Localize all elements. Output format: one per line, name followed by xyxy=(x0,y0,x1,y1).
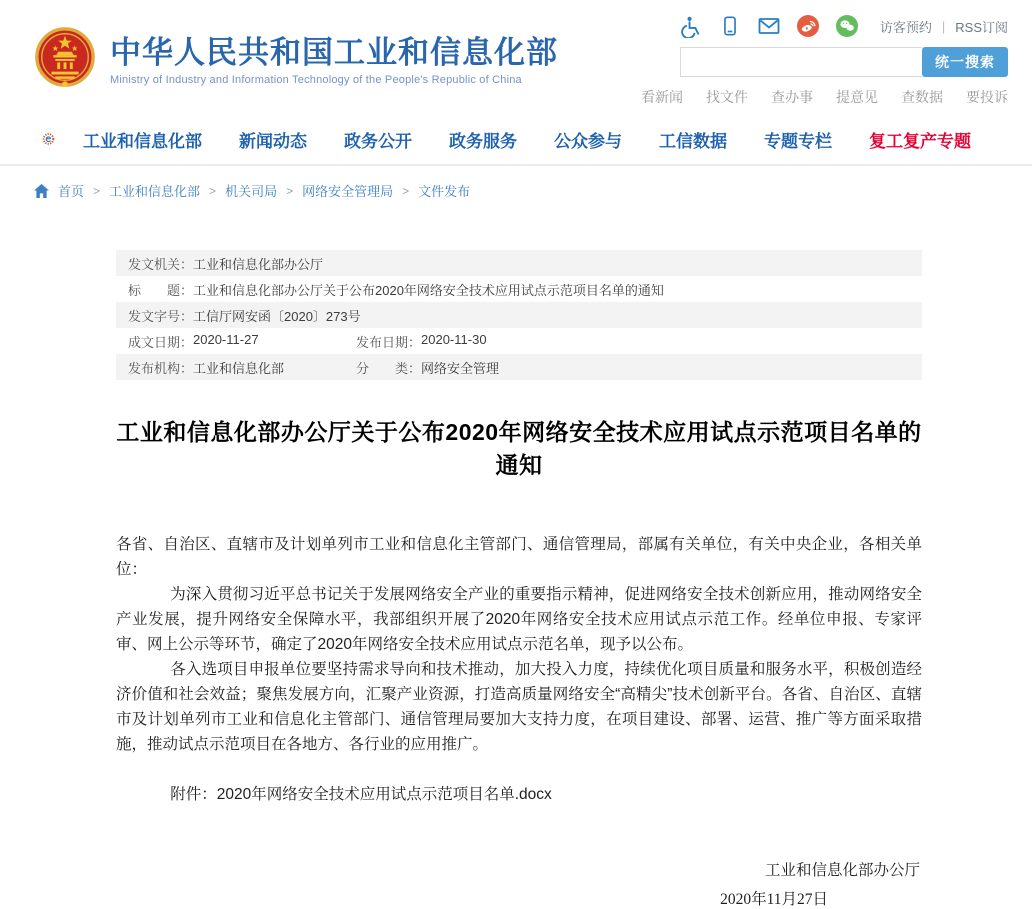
unified-search-button[interactable]: 统一搜索 xyxy=(922,47,1008,77)
wechat-icon[interactable] xyxy=(835,14,859,38)
nav-item-news[interactable]: 新闻动态 xyxy=(239,131,307,151)
meta-value: 2020-11-27 xyxy=(193,331,259,347)
mobile-icon[interactable] xyxy=(718,14,742,38)
meta-row-dates xyxy=(116,328,922,354)
site-title: 中华人民共和国工业和信息化部 xyxy=(110,35,558,70)
quick-link-data[interactable]: 查数据 xyxy=(901,89,943,105)
document-body xyxy=(116,532,922,757)
quick-link-suggestions[interactable]: 提意见 xyxy=(836,89,878,105)
signature-org: 工业和信息化部办公厅 xyxy=(764,862,920,879)
mail-icon[interactable] xyxy=(757,14,781,38)
meta-label: 成文日期： xyxy=(128,334,194,350)
document-meta-table xyxy=(116,250,922,380)
breadcrumb-separator: > xyxy=(286,183,294,198)
breadcrumb-separator: > xyxy=(209,183,217,198)
quick-link-files[interactable]: 找文件 xyxy=(706,89,748,105)
nav-gear-logo-icon xyxy=(42,125,55,153)
meta-value: 工业和信息化部办公厅 xyxy=(193,256,324,272)
site-header xyxy=(0,0,1032,114)
topbar xyxy=(679,14,1008,38)
meta-label: 发文机关： xyxy=(128,256,194,272)
document-title: 工业和信息化部办公厅关于公布2020年网络安全技术应用试点示范项目名单的通知 xyxy=(116,419,922,478)
nav-item-gov-services[interactable]: 政务服务 xyxy=(449,131,517,151)
weibo-icon[interactable] xyxy=(796,14,820,38)
breadcrumb xyxy=(0,166,1032,212)
meta-value: 工信厅网安函〔2020〕273号 xyxy=(193,308,361,324)
nav-item-data[interactable]: 工信数据 xyxy=(659,131,727,151)
rss-link[interactable]: RSS订阅 xyxy=(955,19,1008,35)
quick-link-services[interactable]: 查办事 xyxy=(771,89,813,105)
site-subtitle: Ministry of Industry and Information Technology of the People's Republic of China xyxy=(110,74,522,86)
breadcrumb-home[interactable]: 首页 xyxy=(58,184,85,199)
nav-item-work-resumption[interactable]: 复工复产专题 xyxy=(869,131,971,151)
breadcrumb-separator: > xyxy=(402,183,410,198)
home-icon[interactable] xyxy=(34,184,49,198)
quick-link-complaints[interactable]: 要投诉 xyxy=(966,89,1008,105)
meta-value: 工业和信息化部办公厅关于公布2020年网络安全技术应用试点示范项目名单的通知 xyxy=(193,282,664,298)
meta-value: 网络安全管理 xyxy=(421,360,500,376)
topbar-separator: | xyxy=(941,18,946,34)
document-signature xyxy=(116,858,922,909)
accessibility-icon[interactable] xyxy=(679,14,703,38)
meta-label: 分 类： xyxy=(356,360,422,376)
search-input[interactable] xyxy=(680,47,922,77)
quick-links xyxy=(641,87,1008,107)
meta-label: 发文字号： xyxy=(128,308,194,324)
site-logo[interactable] xyxy=(34,26,558,90)
document-area xyxy=(116,250,922,909)
meta-row-issuing-authority xyxy=(116,250,922,276)
main-nav xyxy=(0,114,1032,166)
meta-value: 2020-11-30 xyxy=(421,331,487,347)
meta-label: 发布日期： xyxy=(356,334,422,350)
breadcrumb-departments[interactable]: 机关司局 xyxy=(225,184,278,199)
meta-row-document-number xyxy=(116,302,922,328)
meta-label: 标 题： xyxy=(128,282,194,298)
signature-date: 2020年11月27日 xyxy=(720,891,828,908)
meta-value: 工业和信息化部 xyxy=(193,360,285,376)
quick-link-news[interactable]: 看新闻 xyxy=(641,89,683,105)
visitor-appointment-link[interactable]: 访客预约 xyxy=(879,19,932,35)
breadcrumb-separator: > xyxy=(93,183,101,198)
paragraph-background: 为深入贯彻习近平总书记关于发展网络安全产业的重要指示精神，促进网络安全技术创新应用，推动网络安全产业发展，提升网络安全保障水平，我部组织开展了2020年网络安全技术应用试点示范工作。经单位申报、专家评审、网上公示等环节，确定了2020年网络安全技术应用试点示范名单，现予以公布。 xyxy=(116,586,922,653)
attachment-link[interactable]: 附件：2020年网络安全技术应用试点示范项目名单.docx xyxy=(170,786,552,803)
breadcrumb-cybersecurity-bureau[interactable]: 网络安全管理局 xyxy=(302,184,394,199)
nav-item-gov-affairs[interactable]: 政务公开 xyxy=(344,131,412,151)
meta-row-publisher-category xyxy=(116,354,922,380)
meta-row-title xyxy=(116,276,922,302)
nav-item-public-participation[interactable]: 公众参与 xyxy=(554,131,622,151)
breadcrumb-miit[interactable]: 工业和信息化部 xyxy=(109,184,201,199)
meta-label: 发布机构： xyxy=(128,360,194,376)
paragraph-requirements: 各入选项目申报单位要坚持需求导向和技术推动，加大投入力度，持续优化项目质量和服务水平，积极创造经济价值和社会效益；聚焦发展方向，汇聚产业资源，打造高质量网络安全“高精尖”技术创新平台。各省、自治区、直辖市及计划单列市工业和信息化主管部门、通信管理局要加大支持力度，在项目建设、部署、运营、推广等方面采取措施，推动试点示范项目在各地方、各行业的应用推广。 xyxy=(116,661,922,753)
paragraph-salutation: 各省、自治区、直辖市及计划单列市工业和信息化主管部门、通信管理局，部属有关单位，有关中央企业，各相关单位： xyxy=(116,536,922,578)
nav-item-special-topics[interactable]: 专题专栏 xyxy=(764,131,832,151)
nav-item-miit[interactable]: 工业和信息化部 xyxy=(83,131,202,151)
national-emblem-icon xyxy=(34,26,96,90)
breadcrumb-document-release[interactable]: 文件发布 xyxy=(418,184,471,199)
search-bar xyxy=(680,47,1008,77)
